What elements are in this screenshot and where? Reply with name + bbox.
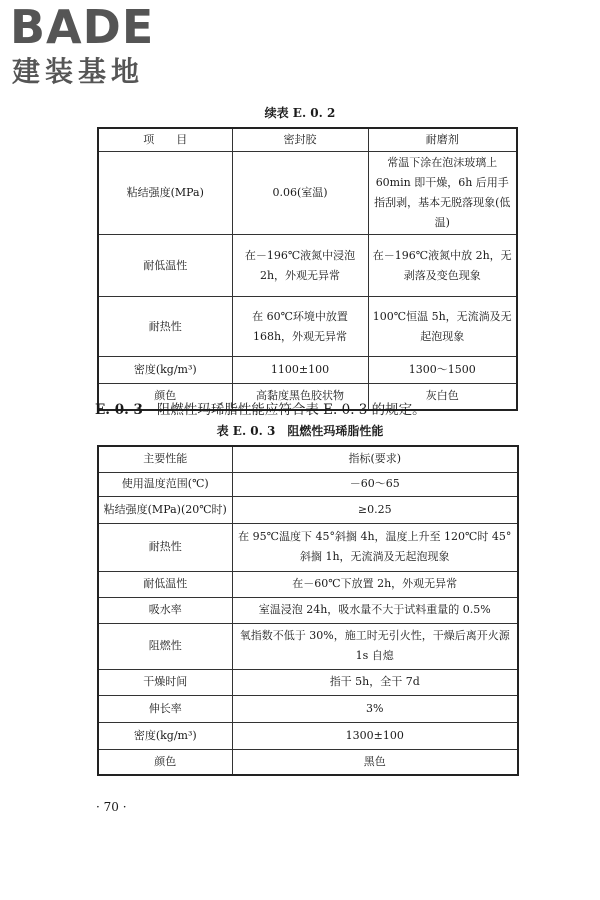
cell: 在 95℃温度下 45°斜搁 4h，温度上升至 120℃时 45°斜搁 1h，无流淌及无起泡现象 bbox=[232, 523, 518, 571]
table1-caption: 续表 E. 0. 2 bbox=[264, 106, 336, 120]
table-row bbox=[98, 597, 518, 623]
header-sealant: 密封胶 bbox=[232, 128, 368, 152]
header-index-requirement: 指标(要求) bbox=[232, 446, 518, 472]
cell: 在－60℃下放置 2h，外观无异常 bbox=[232, 571, 518, 597]
table-row bbox=[98, 496, 518, 523]
table-row bbox=[98, 695, 518, 722]
cell: 100℃恒温 5h，无流淌及无起泡现象 bbox=[368, 297, 517, 357]
header-item: 项 目 bbox=[98, 128, 232, 152]
clause-e03 bbox=[95, 398, 426, 418]
table-row bbox=[98, 749, 518, 775]
table-row bbox=[98, 152, 517, 235]
cell: 吸水率 bbox=[98, 597, 232, 623]
logo-subtitle: 建装基地 bbox=[12, 55, 145, 88]
cell: 使用温度范围(℃) bbox=[98, 472, 232, 496]
cell: 在－196℃液氮中浸泡 2h，外观无异常 bbox=[232, 235, 368, 297]
cell: 1300～1500 bbox=[368, 357, 517, 384]
cell: 常温下涂在泡沫玻璃上 60min 即干燥，6h 后用手指刮剥，基本无脱落现象(低温) bbox=[368, 152, 517, 235]
cell: 粘结强度(MPa)(20℃时) bbox=[98, 496, 232, 523]
logo-wordmark: BADE bbox=[10, 0, 155, 54]
cell: 耐低温性 bbox=[98, 235, 232, 297]
cell: 室温浸泡 24h，吸水量不大于试料重量的 0.5% bbox=[232, 597, 518, 623]
table-row bbox=[98, 235, 517, 297]
bade-logo bbox=[10, 0, 180, 94]
table-row bbox=[98, 669, 518, 695]
table-row bbox=[98, 472, 518, 496]
cell: 在－196℃液氮中放 2h，无剥落及变色现象 bbox=[368, 235, 517, 297]
cell: 高黏度黑色胶状物 bbox=[232, 384, 368, 410]
cell: 在 60℃环境中放置 168h，外观无异常 bbox=[232, 297, 368, 357]
cell: 干燥时间 bbox=[98, 669, 232, 695]
table-header-row bbox=[98, 128, 517, 152]
table-row bbox=[98, 571, 518, 597]
cell: 耐热性 bbox=[98, 523, 232, 571]
cell: －60～65 bbox=[232, 472, 518, 496]
table-header-row bbox=[98, 446, 518, 472]
cell: 颜色 bbox=[98, 749, 232, 775]
cell: 密度(kg/m³) bbox=[98, 357, 232, 384]
cell: 3% bbox=[232, 695, 518, 722]
clause-number: E. 0. 3 bbox=[95, 402, 143, 418]
cell: 伸长率 bbox=[98, 695, 232, 722]
cell: 指干 5h，全干 7d bbox=[232, 669, 518, 695]
table-e02-continued bbox=[97, 127, 518, 411]
header-abrasion-agent: 耐磨剂 bbox=[368, 128, 517, 152]
table-row bbox=[98, 297, 517, 357]
table-row bbox=[98, 523, 518, 571]
cell: 颜色 bbox=[98, 384, 232, 410]
cell: 粘结强度(MPa) bbox=[98, 152, 232, 235]
table-row bbox=[98, 722, 518, 749]
cell: ≥0.25 bbox=[232, 496, 518, 523]
table-e03 bbox=[97, 445, 519, 776]
cell: 密度(kg/m³) bbox=[98, 722, 232, 749]
cell: 耐低温性 bbox=[98, 571, 232, 597]
cell: 黑色 bbox=[232, 749, 518, 775]
cell: 氧指数不低于 30%，施工时无引火性，干燥后离开火源 1s 自熄 bbox=[232, 623, 518, 669]
cell: 0.06(室温) bbox=[232, 152, 368, 235]
cell: 1100±100 bbox=[232, 357, 368, 384]
cell: 灰白色 bbox=[368, 384, 517, 410]
table-row bbox=[98, 357, 517, 384]
page-number: · 70 · bbox=[96, 800, 127, 814]
table-row bbox=[98, 623, 518, 669]
cell: 1300±100 bbox=[232, 722, 518, 749]
table2-caption: 表 E. 0. 3 阻燃性玛琋脂性能 bbox=[216, 424, 384, 438]
cell: 阻燃性 bbox=[98, 623, 232, 669]
clause-text: 阻燃性玛琋脂性能应符合表 E. 0. 3 的规定。 bbox=[156, 402, 426, 418]
cell: 耐热性 bbox=[98, 297, 232, 357]
header-main-property: 主要性能 bbox=[98, 446, 232, 472]
